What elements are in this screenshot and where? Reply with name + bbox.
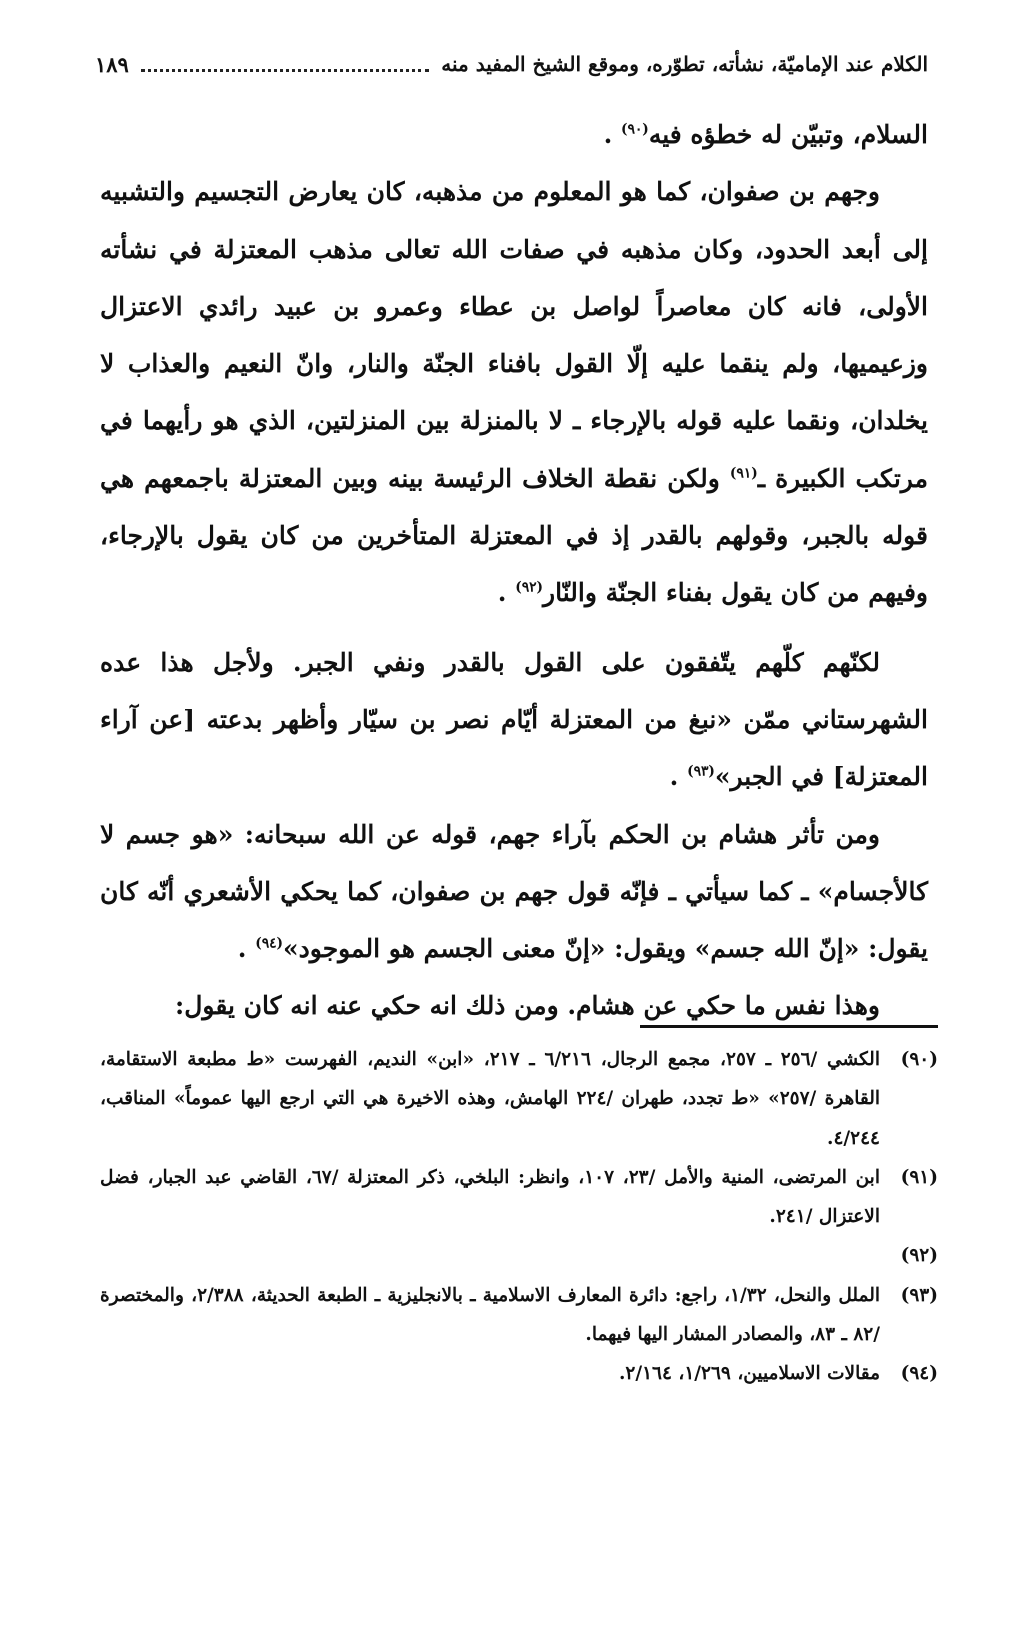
paragraph-4 — [100, 806, 928, 978]
paragraph-2-text-b: ولكن نقطة الخلاف الرئيسة بينه وبين المعتزلة باجمعهم هي قوله بالجبر، وقولهم بالقدر إذ في المعتزلة المتأخرين من كان يقول بالإرجاء، وفيهم من كان يقول بفناء الجنّة والنّار — [100, 463, 928, 608]
paragraph-1-text: السلام، وتبيّن له خطؤه فيه — [648, 120, 928, 149]
footnote-text: الكشي /٢٥٦ ـ ٢٥٧، مجمع الرجال، ٦/٢١٦ ـ ٢١٧، «ابن» النديم، الفهرست «ط مطبعة الاستقامة، القاهرة /٢٥٧» «ط تجدد، طهران /٢٢٤ الهامش، وهذه الاخيرة هي التي ارجع اليها عموماً» المناقب، ٤/٢٤٤. — [100, 1049, 880, 1149]
footnote-text — [874, 1245, 880, 1266]
footnote-90 — [100, 1040, 938, 1158]
footnote-number: (٩٢) — [900, 1245, 938, 1267]
running-title: الكلام عند الإماميّة، نشأته، تطوّره، وموقع الشيخ المفيد منه — [441, 52, 928, 76]
paragraph-2-text-a: وجهم بن صفوان، كما هو المعلوم من مذهبه، كان يعارض التجسيم والتشبيه إلى أبعد الحدود، وكان مذهبه في صفات الله تعالى مذهب المعتزلة في نشأته الأولى، فانه كان معاصراً لواصل بن عطاء وعمرو بن عبيد رائدي الاعتزال وزعيميها، ولم ينقما عليه إلّا القول بافناء الجنّة والنار، وانّ النعيم والعذاب لا يخلدان، ونقما عليه قوله بالإرجاء ـ لا بالمنزلة بين المنزلتين، الذي هو رأيهما في مرتكب الكبيرة ـ — [100, 177, 928, 493]
footnote-divider — [640, 1025, 938, 1028]
page-number: ١٨٩ — [95, 51, 129, 77]
footnote-ref-93: (٩٣) — [687, 763, 715, 780]
footnotes — [100, 1040, 938, 1394]
footnote-number: (٩٠) — [900, 1049, 938, 1070]
paragraph-4-end: . — [237, 934, 247, 964]
footnote-text: ابن المرتضى، المنية والأمل /٢٣، ١٠٧، وانظر: البلخي، ذكر المعتزلة /٦٧، القاضي عبد الجبار، فضل الاعتزال /٢٤١. — [100, 1166, 880, 1228]
footnote-92 — [100, 1236, 938, 1275]
paragraph-3 — [100, 634, 928, 806]
footnote-text: مقالات الاسلاميين، ١/٢٦٩، ٢/١٦٤. — [618, 1363, 880, 1385]
footnote-ref-92: (٩٢) — [515, 580, 544, 597]
main-text — [100, 106, 928, 1035]
footnote-number: (٩١) — [900, 1166, 938, 1188]
footnote-text: الملل والنحل، ١/٣٢، راجع: دائرة المعارف الاسلامية ـ بالانجليزية ـ الطبعة الحديثة، ٢/٣٨٨، والمختصرة /٨٢ ـ ٨٣، والمصادر المشار اليها فيهما. — [100, 1284, 880, 1346]
footnote-94 — [100, 1354, 938, 1393]
paragraph-1 — [100, 106, 928, 163]
paragraph-3-text: لكنّهم كلّهم يتّفقون على القول بالقدر ونفي الجبر. ولأجل هذا عده الشهرستاني ممّن «نبغ من المعتزلة أيّام نصر بن سيّار وأظهر بدعته [عن آراء المعتزلة] في الجبر» — [100, 647, 928, 792]
paragraph-2 — [100, 163, 928, 621]
footnote-91 — [100, 1158, 938, 1237]
footnote-ref-90: (٩٠) — [621, 121, 649, 138]
footnote-number: (٩٤) — [900, 1363, 938, 1385]
running-head — [95, 46, 928, 82]
paragraph-5-text: وهذا نفس ما حكي عن هشام. ومن ذلك انه حكي عنه انه كان يقول: — [175, 991, 880, 1021]
paragraph-3-end: . — [669, 762, 679, 792]
paragraph-1-end: . — [603, 120, 613, 149]
footnote-93 — [100, 1276, 938, 1355]
paragraph-2-end: . — [497, 578, 507, 608]
footnote-number: (٩٣) — [900, 1284, 938, 1306]
paragraph-4-text: ومن تأثر هشام بن الحكم بآراء جهم، قوله عن الله سبحانه: «هو جسم لا كالأجسام» ـ كما سيأتي ـ فإنّه قول جهم بن صفوان، كما يحكي الأشعري أنّه كان يقول: «إنّ الله جسم» ويقول: «إنّ معنى الجسم هو الموجود» — [100, 819, 928, 964]
dot-leader — [141, 69, 429, 72]
footnote-ref-94: (٩٤) — [255, 935, 284, 952]
footnote-ref-91: (٩١) — [729, 465, 758, 482]
